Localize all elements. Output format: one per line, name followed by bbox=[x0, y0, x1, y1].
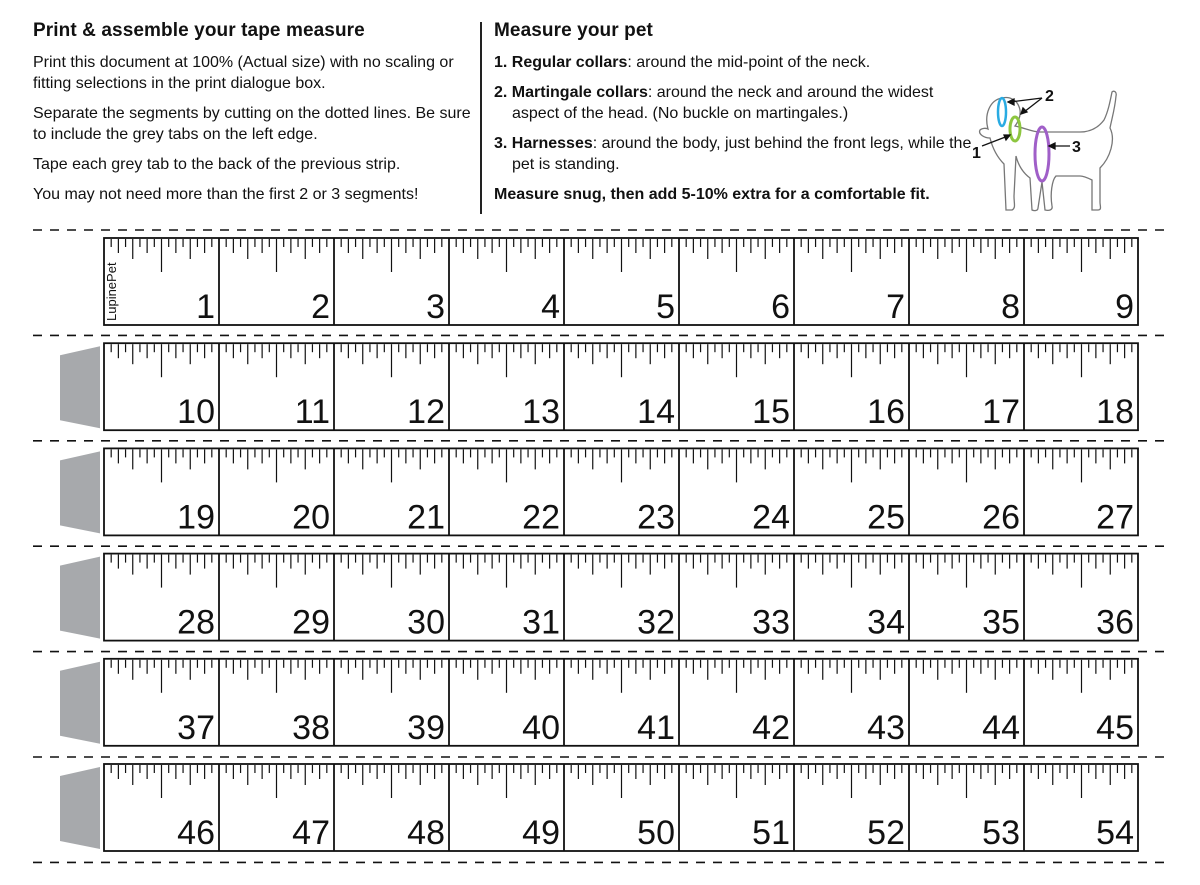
inch-number: 14 bbox=[637, 393, 675, 432]
measure-item-label: 1. Regular collars bbox=[494, 54, 628, 71]
inch-number: 47 bbox=[292, 814, 330, 852]
inch-number: 49 bbox=[522, 814, 560, 852]
tape-strip bbox=[60, 343, 1138, 431]
measure-item-text: : around the body, just behind the front legs, while the pet is standing. bbox=[512, 135, 972, 173]
inch-number: 51 bbox=[752, 814, 790, 852]
inch-number: 19 bbox=[177, 498, 215, 537]
brand-label: LupinePet bbox=[104, 262, 119, 321]
measure-item-label: 3. Harnesses bbox=[494, 135, 593, 152]
tape-strip bbox=[60, 448, 1138, 536]
inch-number: 38 bbox=[292, 708, 330, 747]
inch-number: 28 bbox=[177, 603, 215, 642]
inch-number: 17 bbox=[982, 393, 1020, 432]
tape-tab bbox=[60, 451, 100, 533]
inch-number: 3 bbox=[426, 288, 445, 326]
inch-number: 44 bbox=[982, 708, 1020, 747]
tape-strip bbox=[60, 659, 1138, 747]
measure-instructions-title: Measure your pet bbox=[494, 20, 653, 41]
inch-number: 7 bbox=[886, 288, 905, 326]
inch-number: 40 bbox=[522, 708, 560, 747]
measure-item-text: : around the mid-point of the neck. bbox=[627, 54, 871, 71]
inch-number: 18 bbox=[1096, 393, 1134, 432]
inch-number: 11 bbox=[294, 393, 330, 432]
inch-number: 22 bbox=[522, 498, 560, 537]
inch-number: 45 bbox=[1096, 708, 1134, 747]
fit-advice: Measure snug, then add 5-10% extra for a comfortable fit. bbox=[494, 186, 930, 203]
inch-number: 26 bbox=[982, 498, 1020, 537]
tape-tab bbox=[60, 557, 100, 639]
instruction-paragraph: You may not need more than the first 2 or 3 segments! bbox=[33, 186, 419, 203]
measure-item-label: 2. Martingale collars bbox=[494, 84, 648, 101]
tape-tab bbox=[60, 662, 100, 744]
inch-number: 21 bbox=[407, 498, 445, 537]
inch-number: 52 bbox=[867, 814, 905, 852]
inch-number: 9 bbox=[1115, 288, 1134, 326]
inch-number: 37 bbox=[177, 708, 215, 747]
inch-number: 46 bbox=[177, 814, 215, 852]
inch-number: 54 bbox=[1096, 814, 1134, 852]
inch-number: 29 bbox=[292, 603, 330, 642]
inch-number: 30 bbox=[407, 603, 445, 642]
inch-number: 31 bbox=[522, 603, 560, 642]
inch-number: 2 bbox=[311, 288, 330, 326]
inch-number: 8 bbox=[1001, 288, 1020, 326]
inch-number: 33 bbox=[752, 603, 790, 642]
tape-strip bbox=[104, 238, 1138, 326]
print-instructions-title: Print & assemble your tape measure bbox=[33, 20, 365, 41]
inch-number: 43 bbox=[867, 708, 905, 747]
inch-number: 35 bbox=[982, 603, 1020, 642]
inch-number: 41 bbox=[637, 708, 675, 747]
inch-number: 27 bbox=[1096, 498, 1134, 537]
inch-number: 12 bbox=[407, 393, 445, 432]
instruction-paragraph: Tape each grey tab to the back of the previous strip. bbox=[33, 156, 401, 173]
inch-number: 48 bbox=[407, 814, 445, 852]
inch-number: 5 bbox=[656, 288, 675, 326]
diagram-label: 2 bbox=[1045, 88, 1054, 105]
inch-number: 15 bbox=[752, 393, 790, 432]
inch-number: 53 bbox=[982, 814, 1020, 852]
inch-number: 42 bbox=[752, 708, 790, 747]
inch-number: 25 bbox=[867, 498, 905, 537]
inch-number: 36 bbox=[1096, 603, 1134, 642]
diagram-label: 3 bbox=[1072, 139, 1081, 156]
inch-number: 10 bbox=[177, 393, 215, 432]
inch-number: 39 bbox=[407, 708, 445, 747]
measure-item-text: : around the neck and around the widest aspect of the head. (No buckle on martingales.) bbox=[512, 84, 934, 122]
inch-number: 20 bbox=[292, 498, 330, 537]
inch-number: 24 bbox=[752, 498, 790, 537]
instruction-paragraph: Print this document at 100% (Actual size) with no scaling or fitting selections in the print dialogue box. bbox=[33, 54, 454, 92]
tape-tab bbox=[60, 767, 100, 849]
inch-number: 6 bbox=[771, 288, 790, 326]
inch-number: 23 bbox=[637, 498, 675, 537]
inch-number: 32 bbox=[637, 603, 675, 642]
tape-tab bbox=[60, 346, 100, 428]
inch-number: 1 bbox=[196, 288, 215, 326]
inch-number: 34 bbox=[867, 603, 905, 642]
inch-number: 4 bbox=[541, 288, 560, 326]
inch-number: 50 bbox=[637, 814, 675, 852]
tape-strip bbox=[60, 764, 1138, 852]
inch-number: 16 bbox=[867, 393, 905, 432]
inch-number: 13 bbox=[522, 393, 560, 432]
instruction-paragraph: Separate the segments by cutting on the dotted lines. Be sure to include the grey tabs on the left edge. bbox=[33, 105, 471, 143]
tape-strip bbox=[60, 554, 1138, 642]
diagram-label: 1 bbox=[972, 145, 981, 162]
